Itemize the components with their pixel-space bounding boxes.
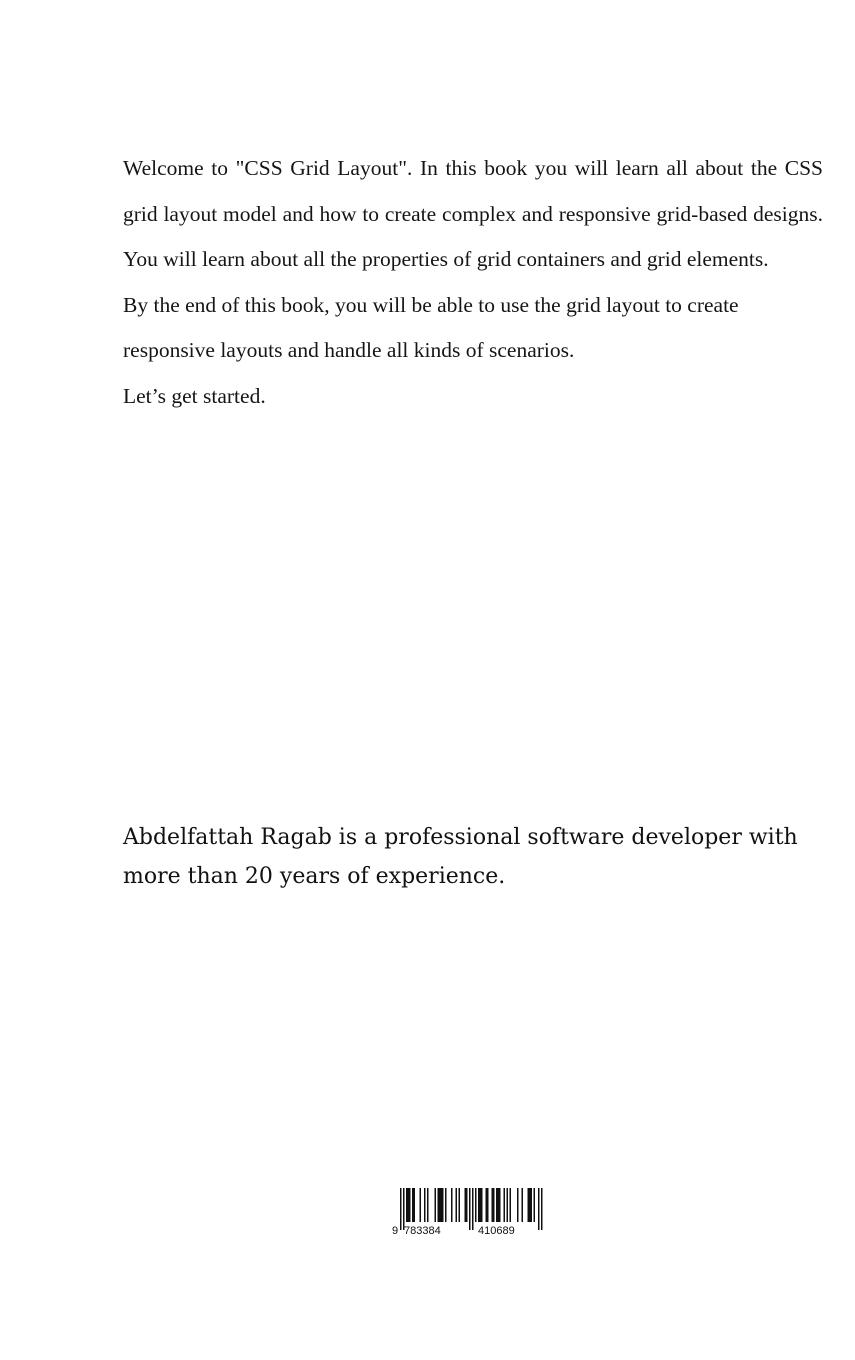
author-bio-text: Abdelfattah Ragab is a professional software developer with more than 20 years of experience. [123,825,798,889]
barcode-bar [408,1188,410,1222]
barcode-bar [442,1188,444,1222]
barcode-bar [420,1188,422,1222]
intro-paragraph: Welcome to "CSS Grid Layout". In this book you will learn all about the CSS grid layout model and how to create complex and responsive grid-based designs. You will learn about all the properties of grid containers and grid elements. [123,156,823,271]
barcode-bar [487,1188,489,1222]
barcode-bar [466,1188,468,1222]
barcode-bars [400,1188,543,1230]
barcode-right-digits: 410689 [478,1225,515,1237]
barcode-bar [510,1188,512,1222]
barcode-bar [478,1188,480,1222]
barcode-bar [538,1188,540,1230]
barcode-bar [472,1188,474,1230]
barcode-bar [406,1188,408,1222]
barcode-bar [498,1188,500,1222]
author-bio [123,818,823,896]
barcode-bar [486,1188,488,1222]
barcode-bar [427,1188,429,1222]
barcode-bar [496,1188,498,1222]
barcode-bar [469,1188,471,1230]
barcode-bar [400,1188,402,1230]
book-description [123,146,823,419]
barcode-bar [528,1188,530,1222]
barcode-bar [504,1188,506,1222]
barcode-prefix-digit: 9 [392,1225,399,1237]
barcode-bar [445,1188,447,1222]
barcode-bar [531,1188,533,1222]
barcode-bar [456,1188,458,1222]
barcode-bar [465,1188,467,1222]
barcode-bar [541,1188,543,1230]
barcode-bar [499,1188,501,1222]
barcode-bar [414,1188,416,1222]
barcode-bar [481,1188,483,1222]
intro-closing: Let’s get started. [123,383,266,408]
barcode-bar [451,1188,453,1222]
barcode-bar [529,1188,531,1222]
barcode-bar [459,1188,461,1222]
barcode-bar [534,1188,536,1222]
barcode-bar [480,1188,482,1222]
barcode-bar [441,1188,443,1222]
barcode-bar [409,1188,411,1222]
barcode-bar [438,1188,440,1222]
barcode-bar [492,1188,494,1222]
barcode-bar [507,1188,509,1222]
barcode-bar [424,1188,426,1222]
intro-paragraph: By the end of this book, you will be able to use the grid layout to create responsive layouts and handle all kinds of scenarios. [123,292,739,362]
barcode-bar [412,1188,414,1222]
barcode-bar [475,1188,477,1222]
barcode-bar [439,1188,441,1222]
barcode-bar [403,1188,405,1230]
barcode-left-digits: 783384 [404,1225,441,1237]
isbn-barcode [390,1188,550,1238]
barcode-bar [517,1188,519,1222]
barcode-bar [435,1188,437,1222]
barcode-bar [522,1188,524,1222]
barcode-bar [493,1188,495,1222]
